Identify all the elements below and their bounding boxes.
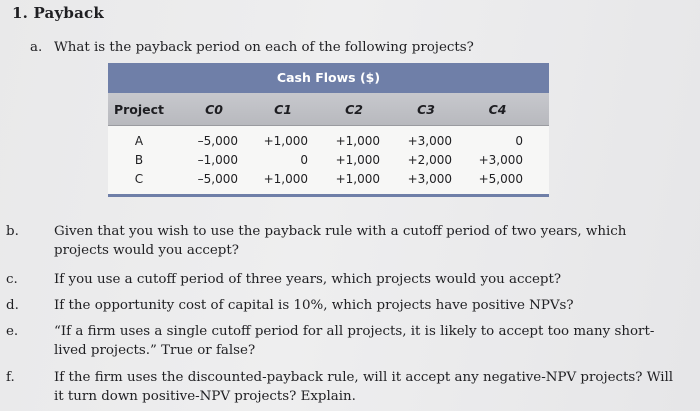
header-c3: C3 [417, 101, 435, 117]
cash-flows-table [108, 63, 549, 197]
question-d-letter: d. [6, 298, 19, 313]
table-header-row [108, 93, 549, 126]
question-b [6, 222, 676, 260]
question-c-letter: c. [6, 272, 18, 287]
question-f [6, 368, 676, 406]
question-a [30, 38, 676, 57]
table-cell: +3,000 [407, 133, 452, 148]
table-cell: +1,000 [335, 152, 380, 167]
question-f-letter: f. [6, 370, 15, 385]
question-c [6, 270, 676, 289]
header-c4: C4 [488, 101, 507, 117]
table-cell: –5,000 [197, 133, 238, 148]
question-a-text: What is the payback period on each of the following projects? [54, 40, 474, 55]
table-cell: +2,000 [407, 152, 452, 167]
header-c2: C2 [345, 101, 363, 117]
question-c-text: If you use a cutoff period of three years, which projects would you accept? [54, 272, 562, 287]
table-cell: A [134, 133, 144, 148]
table-cell: 0 [300, 152, 308, 167]
problem-title: 1. Payback [12, 4, 104, 22]
table-row-b [108, 150, 549, 169]
question-a-letter: a. [30, 40, 43, 55]
question-d [6, 296, 676, 315]
table-cell: +1,000 [263, 171, 308, 186]
question-e-text: “If a firm uses a single cutoff period for all projects, it is likely to accept too many short-lived projects.” True or false? [54, 324, 655, 358]
table-cell: +1,000 [335, 171, 380, 186]
table-cell: +3,000 [478, 152, 523, 167]
table-cell: +1,000 [263, 133, 308, 148]
question-e-letter: e. [6, 324, 19, 339]
table-cell: –1,000 [197, 152, 238, 167]
question-b-text: Given that you wish to use the payback rule with a cutoff period of two years, which projects would you accept? [54, 224, 627, 258]
table-cell: +5,000 [478, 171, 523, 186]
table-cell: +3,000 [407, 171, 452, 186]
table-row-c [108, 169, 549, 188]
question-f-text: If the firm uses the discounted-payback rule, will it accept any negative-NPV projects? Will it turn down positive-NPV projects? Explain. [54, 370, 674, 404]
table-body [108, 126, 549, 194]
header-project: Project [113, 101, 165, 117]
question-b-letter: b. [6, 224, 19, 239]
question-e [6, 322, 676, 360]
table-cell: 0 [515, 133, 523, 148]
table-row-a [108, 131, 549, 150]
table-band-title: Cash Flows ($) [108, 63, 549, 93]
header-c1: C1 [274, 101, 292, 117]
table-cell: C [134, 171, 144, 186]
table-bottom-rule [108, 194, 549, 197]
table-cell: +1,000 [335, 133, 380, 148]
header-c0: C0 [205, 101, 223, 117]
table-cell: B [134, 152, 144, 167]
question-d-text: If the opportunity cost of capital is 10%, which projects have positive NPVs? [54, 298, 574, 313]
table-cell: –5,000 [197, 171, 238, 186]
